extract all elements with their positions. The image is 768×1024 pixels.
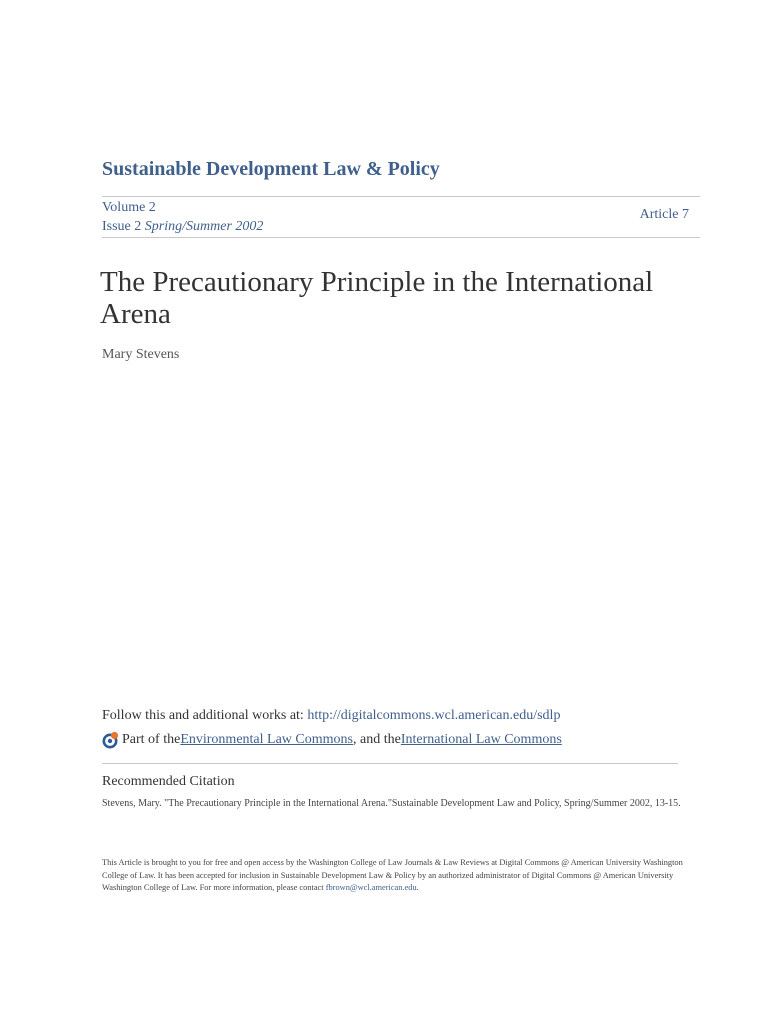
issue-info [102,198,263,236]
citation-text: Stevens, Mary. "The Precautionary Principle in the International Arena."Sustainable Development Law and Policy, Spring/Summer 2002, 13-15. [102,798,681,809]
part-of-prefix: Part of the [122,732,181,747]
recommended-citation-heading: Recommended Citation [102,774,235,789]
digital-commons-network-icon [102,731,120,749]
follow-line [102,708,560,724]
part-of-middle: , and the [352,732,401,747]
citation-divider [102,763,678,764]
international-law-commons-link[interactable]: International Law Commons [400,732,562,747]
article-number-link[interactable]: Article 7 [639,207,689,222]
contact-email-link[interactable]: fbrown@wcl.american.edu [325,883,417,892]
footer-note [102,857,692,895]
issue-number: Issue 2 [102,219,142,234]
issue-link[interactable] [102,217,263,236]
footer-text: This Article is brought to you for free and open access by the Washington College of Law Journals & Law Reviews at Digital Commons @ American University Washington College of Law. It has been accepted for inclusion in Sustainable Development Law & Policy by an authorized administrator of Digital Commons @ American University Washington College of Law. For more information, please contact [102,858,683,892]
follow-label: Follow this and additional works at: [102,708,308,723]
environmental-law-commons-link[interactable]: Environmental Law Commons [180,732,353,747]
header-divider-bottom [102,237,700,238]
part-of-line [102,731,562,749]
journal-title[interactable]: Sustainable Development Law & Policy [102,158,440,180]
volume-link[interactable]: Volume 2 [102,200,156,215]
footer-end: . [416,883,419,892]
author-name: Mary Stevens [102,347,180,362]
article-title: The Precautionary Principle in the International Arena [100,266,654,330]
header-divider-top [102,196,700,197]
issue-season: Spring/Summer 2002 [144,219,264,234]
follow-url-link[interactable]: http://digitalcommons.wcl.american.edu/sdlp [307,708,561,723]
